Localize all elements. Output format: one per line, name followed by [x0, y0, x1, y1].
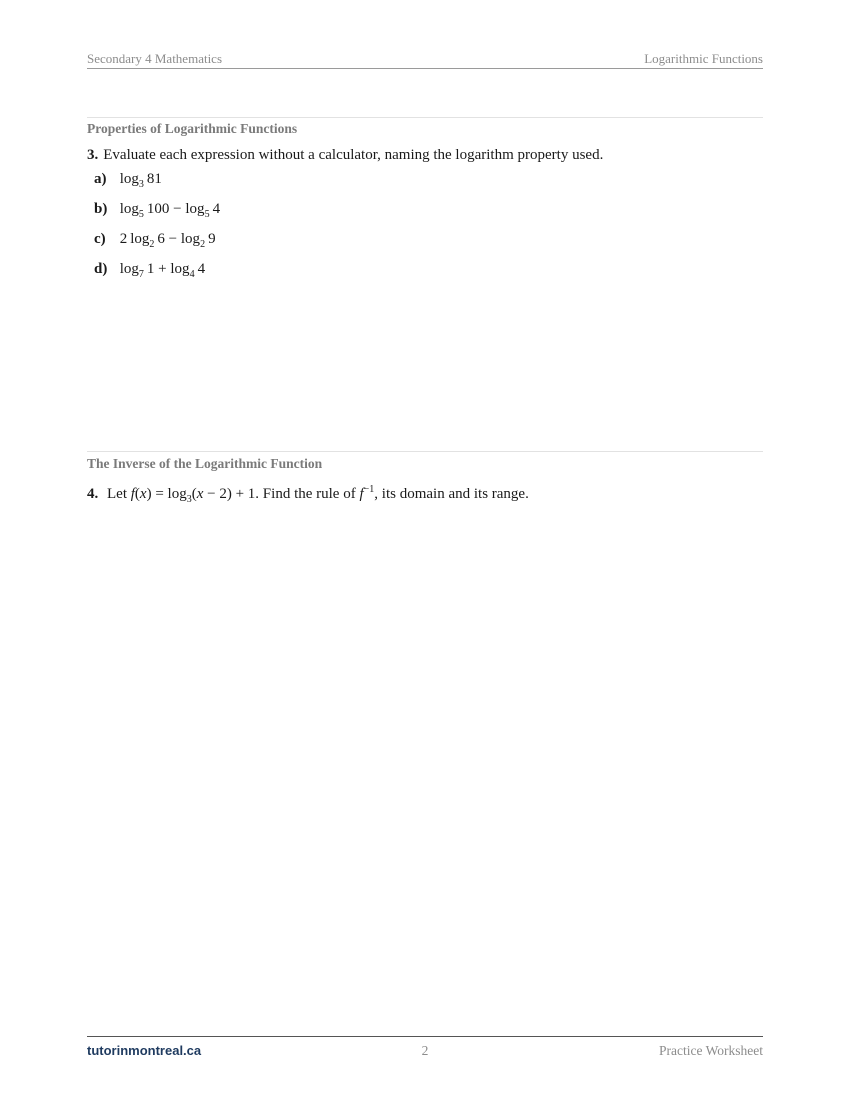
site-link[interactable]: tutorinmontreal.ca: [87, 1043, 202, 1058]
problem-text: Let $f(x) = \log_3(x - 2) + 1$. Find the rule of $f^{-1}$, its domain and its range.: [107, 484, 529, 505]
section-title: The Inverse of the Logarithmic Function: [87, 456, 323, 471]
part-label: a): [94, 171, 107, 187]
part-expression: 2 $\log_2 6 - \log_2 9$: [119, 231, 216, 250]
worksheet-label: Practice Worksheet: [659, 1043, 763, 1058]
part-label: d): [94, 261, 108, 277]
part-expression: $\log_5 100 - \log_5 4$: [119, 201, 221, 220]
problem-number: 4.: [87, 486, 99, 502]
part-expression: $\log_3 81$: [119, 171, 162, 190]
part-c: [94, 231, 216, 248]
running-header: [87, 51, 763, 69]
section-title: Properties of Logarithmic Functions: [87, 121, 298, 136]
part-label: b): [94, 201, 108, 217]
running-footer: [87, 1036, 763, 1061]
part-a: [94, 171, 162, 188]
problem-number: 3.: [87, 147, 99, 163]
page-number: 2: [421, 1043, 429, 1058]
part-label: c): [94, 231, 106, 247]
section-divider: [87, 451, 763, 452]
section-divider: [87, 117, 763, 118]
part-b: [94, 201, 220, 218]
problem-text: Evaluate each expression without a calculator, naming the logarithm property used.: [103, 147, 604, 163]
problem-4: [87, 486, 529, 503]
part-expression: $\log_7 1 + \log_4 4$: [119, 261, 206, 280]
part-d: [94, 261, 205, 278]
problem-3: [87, 147, 603, 164]
chapter-title: Logarithmic Functions: [644, 51, 763, 66]
course-title: Secondary 4 Mathematics: [87, 51, 223, 66]
